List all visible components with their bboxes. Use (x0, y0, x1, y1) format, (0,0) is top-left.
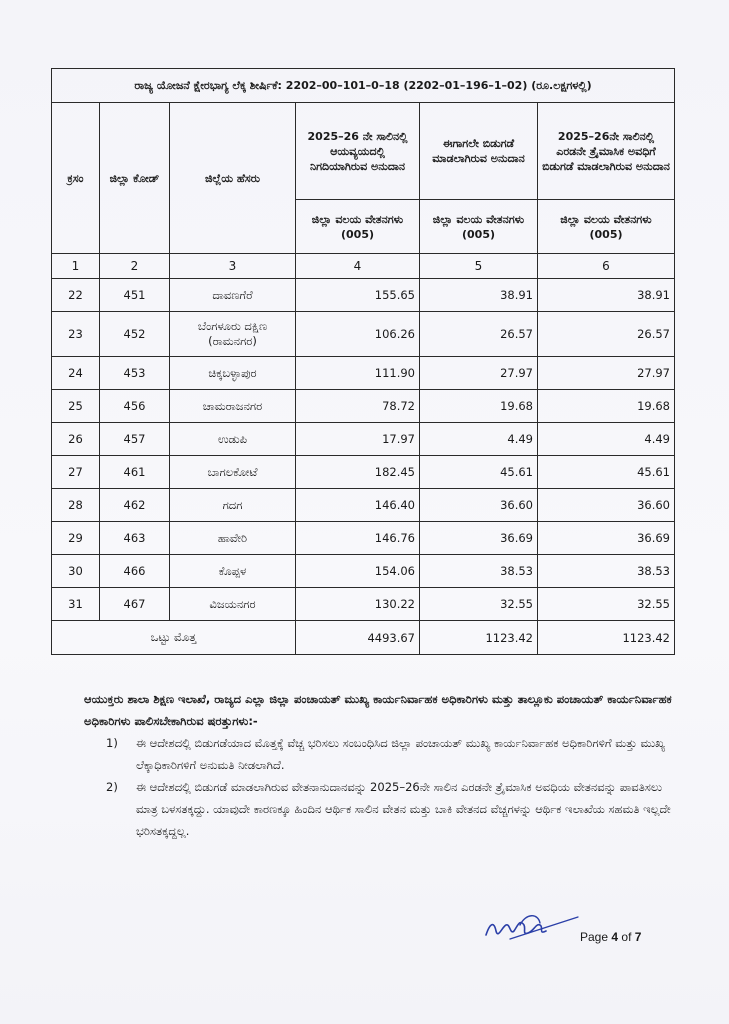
column-number: 3 (170, 254, 296, 279)
cell-released: 4.49 (420, 423, 538, 456)
cell-q2-release: 26.57 (538, 312, 675, 357)
subheader-allocated: ಜಿಲ್ಲಾ ವಲಯ ವೇತನಗಳು (005) (296, 200, 420, 254)
cell-released: 32.55 (420, 588, 538, 621)
page-current: 4 (611, 930, 619, 944)
cell-released: 27.97 (420, 357, 538, 390)
cell-allocated: 146.76 (296, 522, 420, 555)
cell-district-code: 463 (100, 522, 170, 555)
cell-district-code: 467 (100, 588, 170, 621)
cell-sl-no: 29 (52, 522, 100, 555)
cell-sl-no: 31 (52, 588, 100, 621)
page-prefix: Page (580, 930, 609, 944)
subheader-released: ಜಿಲ್ಲಾ ವಲಯ ವೇತನಗಳು (005) (420, 200, 538, 254)
cell-allocated: 146.40 (296, 489, 420, 522)
cell-released: 19.68 (420, 390, 538, 423)
cell-district-code: 457 (100, 423, 170, 456)
cell-district-name: ಬಾಗಲಕೋಟೆ (170, 456, 296, 489)
cell-district-name: ಹಾವೇರಿ (170, 522, 296, 555)
cell-allocated: 111.90 (296, 357, 420, 390)
total-q2-release: 1123.42 (538, 621, 675, 655)
cell-q2-release: 38.91 (538, 279, 675, 312)
cell-district-name: ವಿಜಯನಗರ (170, 588, 296, 621)
total-row (52, 621, 675, 655)
column-number: 2 (100, 254, 170, 279)
subheader-q2-release: ಜಿಲ್ಲಾ ವಲಯ ವೇತನಗಳು (005) (538, 200, 675, 254)
cell-district-code: 456 (100, 390, 170, 423)
cell-q2-release: 36.69 (538, 522, 675, 555)
header-q2-release: 2025–26ನೇ ಸಾಲಿನಲ್ಲಿ ಎರಡನೇ ತ್ರೈಮಾಸಿಕ ಅವಧಿಗೆ ಬಿಡುಗಡೆ ಮಾಡಲಾಗಿರುವ ಅನುದಾನ (538, 103, 675, 200)
table-row (52, 489, 675, 522)
column-number: 6 (538, 254, 675, 279)
column-number: 5 (420, 254, 538, 279)
cell-q2-release: 27.97 (538, 357, 675, 390)
table-row (52, 312, 675, 357)
page-number (580, 930, 641, 944)
conditions-section (84, 688, 674, 842)
column-number: 1 (52, 254, 100, 279)
conditions-list (84, 732, 674, 842)
table-row (52, 555, 675, 588)
cell-district-name: ಚಾಮರಾಜನಗರ (170, 390, 296, 423)
page-of: of (621, 930, 632, 944)
cell-district-code: 461 (100, 456, 170, 489)
cell-q2-release: 38.53 (538, 555, 675, 588)
header-district-code: ಜಿಲ್ಲಾ ಕೋಡ್ (100, 103, 170, 254)
cell-district-name: ಗದಗ (170, 489, 296, 522)
cell-q2-release: 36.60 (538, 489, 675, 522)
header-sl-no: ಕ್ರಸಂ (52, 103, 100, 254)
cell-sl-no: 30 (52, 555, 100, 588)
total-label: ಒಟ್ಟು ಮೊತ್ತ (52, 621, 296, 655)
signature-mark (480, 905, 580, 945)
total-released: 1123.42 (420, 621, 538, 655)
column-number: 4 (296, 254, 420, 279)
condition-index: 2) (106, 780, 118, 794)
cell-allocated: 130.22 (296, 588, 420, 621)
header-allocated: 2025–26 ನೇ ಸಾಲಿನಲ್ಲಿ ಆಯವ್ಯಯದಲ್ಲಿ ನಿಗದಿಯಾಗಿರುವ ಅನುದಾನ (296, 103, 420, 200)
header-district-name: ಜಿಲ್ಲೆಯ ಹೆಸರು (170, 103, 296, 254)
cell-district-code: 466 (100, 555, 170, 588)
condition-item (106, 732, 674, 776)
condition-text: ಈ ಆದೇಶದಲ್ಲಿ ಬಿಡುಗಡೆಯಾದ ಮೊತ್ತಕ್ಕೆ ವೆಚ್ಚ ಭರಿಸಲು ಸಂಬಂಧಿಸಿದ ಜಿಲ್ಲಾ ಪಂಚಾಯತ್ ಮುಖ್ಯ ಕಾರ್ಯನಿರ್ವಾಹಕ ಅಧಿಕಾರಿಗಳಿಗೆ ಮತ್ತು ಮುಖ್ಯ ಲೆಕ್ಕಾಧಿಕಾರಿಗಳಿಗೆ ಅನುಮತಿ ನೀಡಲಾಗಿದೆ. (136, 736, 666, 772)
cell-district-code: 451 (100, 279, 170, 312)
cell-sl-no: 28 (52, 489, 100, 522)
cell-released: 36.60 (420, 489, 538, 522)
cell-district-code: 453 (100, 357, 170, 390)
cell-released: 26.57 (420, 312, 538, 357)
table-row (52, 456, 675, 489)
cell-district-code: 452 (100, 312, 170, 357)
table-row (52, 279, 675, 312)
cell-sl-no: 22 (52, 279, 100, 312)
condition-text: ಈ ಆದೇಶದಲ್ಲಿ ಬಿಡುಗಡೆ ಮಾಡಲಾಗಿರುವ ವೇತನಾನುದಾನವನ್ನು 2025–26ನೇ ಸಾಲಿನ ಎರಡನೇ ತ್ರೈಮಾಸಿಕ ಅವಧಿಯ ವೇತನವನ್ನು ಪಾವತಿಸಲು ಮಾತ್ರ ಬಳಸತಕ್ಕದ್ದು. ಯಾವುದೇ ಕಾರಣಕ್ಕೂ ಹಿಂದಿನ ಆರ್ಥಿಕ ಸಾಲಿನ ವೇತನ ಮತ್ತು ಬಾಕಿ ವೇತನದ ವೆಚ್ಚಗಳನ್ನು ಆರ್ಥಿಕ ಇಲಾಖೆಯ ಸಹಮತಿ ಇಲ್ಲದೇ ಭರಿಸತಕ್ಕದ್ದಲ್ಲ. (136, 780, 671, 838)
condition-index: 1) (106, 736, 118, 750)
table-row (52, 390, 675, 423)
cell-allocated: 17.97 (296, 423, 420, 456)
cell-released: 36.69 (420, 522, 538, 555)
conditions-intro: ಆಯುಕ್ತರು ಶಾಲಾ ಶಿಕ್ಷಣ ಇಲಾಖೆ, ರಾಜ್ಯದ ಎಲ್ಲಾ ಜಿಲ್ಲಾ ಪಂಚಾಯತ್ ಮುಖ್ಯ ಕಾರ್ಯನಿರ್ವಾಹಕ ಅಧಿಕಾರಿಗಳು ಮತ್ತು ತಾಲ್ಲೂಕು ಪಂಚಾಯತ್ ಕಾರ್ಯನಿರ್ವಾಹಕ ಅಧಿಕಾರಿಗಳು ಪಾಲಿಸಬೇಕಾಗಿರುವ ಷರತ್ತುಗಳು:- (84, 692, 672, 728)
total-allocated: 4493.67 (296, 621, 420, 655)
page-total: 7 (634, 930, 642, 944)
cell-q2-release: 4.49 (538, 423, 675, 456)
cell-district-code: 462 (100, 489, 170, 522)
cell-released: 38.91 (420, 279, 538, 312)
cell-allocated: 154.06 (296, 555, 420, 588)
cell-released: 45.61 (420, 456, 538, 489)
cell-allocated: 106.26 (296, 312, 420, 357)
column-number-row (52, 254, 675, 279)
cell-q2-release: 45.61 (538, 456, 675, 489)
cell-allocated: 78.72 (296, 390, 420, 423)
allocation-table (51, 68, 675, 655)
cell-district-name: ಬೆಂಗಳೂರು ದಕ್ಷಿಣ (ರಾಮನಗರ) (170, 312, 296, 357)
cell-sl-no: 26 (52, 423, 100, 456)
cell-allocated: 182.45 (296, 456, 420, 489)
header-released: ಈಗಾಗಲೇ ಬಿಡುಗಡೆ ಮಾಡಲಾಗಿರುವ ಅನುದಾನ (420, 103, 538, 200)
cell-district-name: ದಾವಣಗೆರೆ (170, 279, 296, 312)
cell-q2-release: 19.68 (538, 390, 675, 423)
cell-sl-no: 25 (52, 390, 100, 423)
cell-district-name: ಕೊಪ್ಪಳ (170, 555, 296, 588)
table-row (52, 357, 675, 390)
cell-allocated: 155.65 (296, 279, 420, 312)
cell-q2-release: 32.55 (538, 588, 675, 621)
cell-sl-no: 23 (52, 312, 100, 357)
cell-sl-no: 27 (52, 456, 100, 489)
cell-sl-no: 24 (52, 357, 100, 390)
cell-released: 38.53 (420, 555, 538, 588)
table-row (52, 522, 675, 555)
condition-item (106, 776, 674, 842)
table-row (52, 423, 675, 456)
table-title: ರಾಜ್ಯ ಯೋಜನೆ ಕ್ಷೇರಭಾಗ್ಯ ಲೆಕ್ಕ ಶೀರ್ಷಿಕೆ: 2202–00–101–0–18 (2202–01–196–1–02) (ರೂ.ಲಕ್ಷಗಳಲ್ಲಿ) (52, 69, 675, 103)
cell-district-name: ಚಿಕ್ಕಬಳ್ಳಾಪುರ (170, 357, 296, 390)
cell-district-name: ಉಡುಪಿ (170, 423, 296, 456)
table-row (52, 588, 675, 621)
